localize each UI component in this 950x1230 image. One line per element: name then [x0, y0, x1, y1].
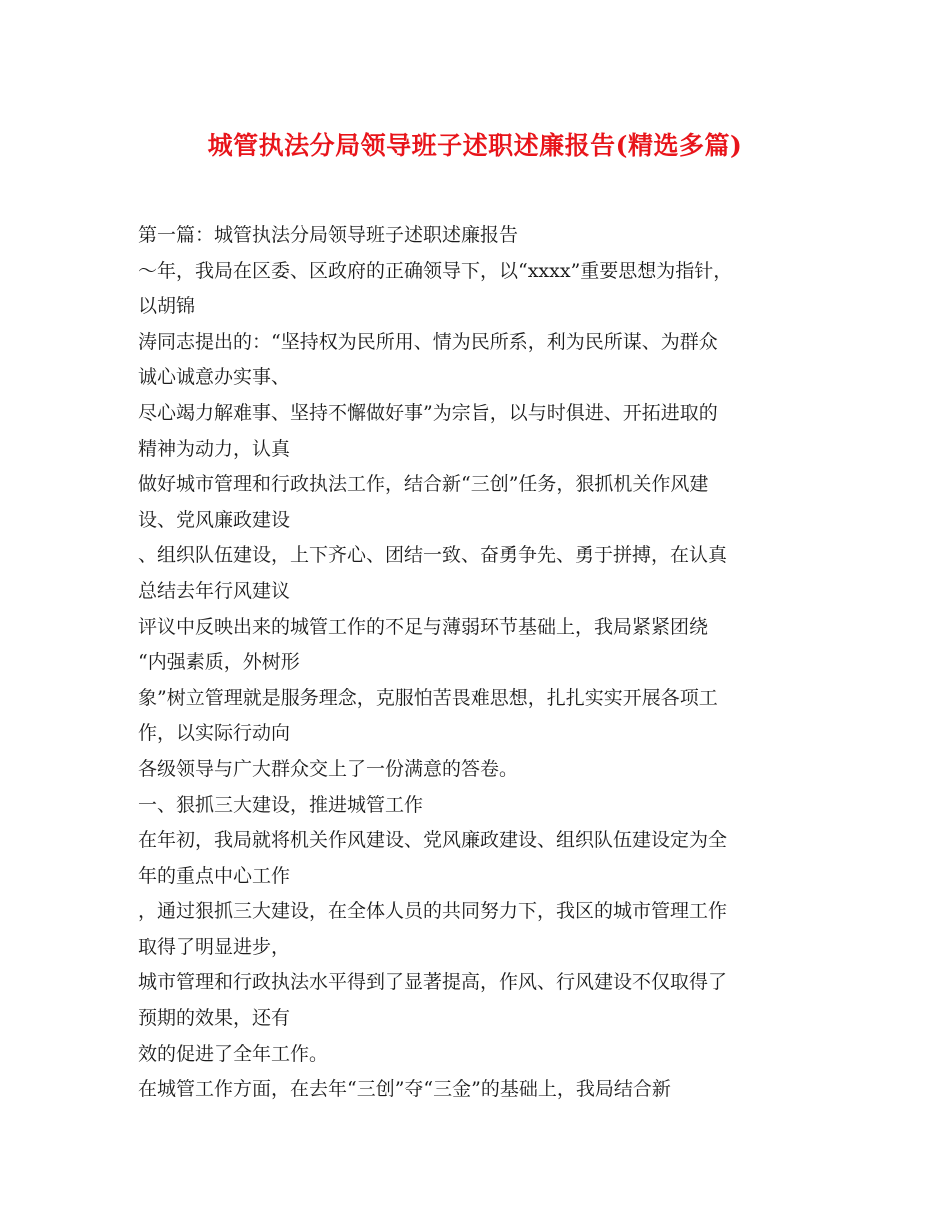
text-line: 第一篇：城管执法分局领导班子述职述廉报告 [138, 224, 519, 246]
text-line: 涛同志提出的：“坚持权为民所用、情为民所系，利为民所谋、为群众 [138, 330, 718, 353]
text-line: 作，以实际行动向 [138, 722, 291, 745]
text-line: 效的促进了全年工作。 [138, 1042, 329, 1065]
text-line: 、组织队伍建设，上下齐心、团结一致、奋勇争先、勇于拼搏，在认真 [138, 544, 728, 567]
text-line: 总结去年行风建议 [138, 579, 291, 602]
text-line: “内强素质，外树形 [138, 651, 300, 674]
text-line: 设、党风廉政建设 [138, 508, 291, 531]
text-line: 取得了明显进步， [138, 935, 291, 958]
text-line: 象”树立管理就是服务理念，克服怕苦畏难思想，扎扎实实开展各项工 [138, 686, 718, 709]
text-line: 以胡锦 [138, 295, 196, 318]
text-line: 在年初，我局就将机关作风建设、党风廉政建设、组织队伍建设定为全 [138, 829, 728, 852]
text-line: 做好城市管理和行政执法工作，结合新“三创”任务，狠抓机关作风建 [138, 473, 709, 496]
section-heading: 一、狠抓三大建设，推进城管工作 [138, 793, 424, 816]
text-line: 尽心竭力解难事、坚持不懈做好事”为宗旨，以与时俱进、开拓进取的 [138, 401, 718, 424]
text-line: 年的重点中心工作 [138, 864, 291, 887]
text-line: ，通过狠抓三大建设，在全体人员的共同努力下，我区的城市管理工作 [138, 900, 728, 923]
text-line: 预期的效果，还有 [138, 1007, 291, 1030]
document-body [138, 218, 828, 1108]
document-title: 城管执法分局领导班子述职述廉报告(精选多篇) [207, 131, 743, 160]
text-line: 评议中反映出来的城管工作的不足与薄弱环节基础上，我局紧紧团绕 [138, 615, 709, 638]
text-line: 各级领导与广大群众交上了一份满意的答卷。 [138, 757, 519, 780]
text-line: ～年，我局在区委、区政府的正确领导下，以“xxxx”重要思想为指针， [138, 259, 733, 282]
text-line: 诚心诚意办实事、 [138, 366, 291, 389]
text-line: 城市管理和行政执法水平得到了显著提高，作风、行风建设不仅取得了 [138, 971, 728, 994]
text-line: 精神为动力，认真 [138, 437, 291, 460]
text-line: 在城管工作方面，在去年“三创”夺“三金”的基础上，我局结合新 [138, 1078, 671, 1101]
